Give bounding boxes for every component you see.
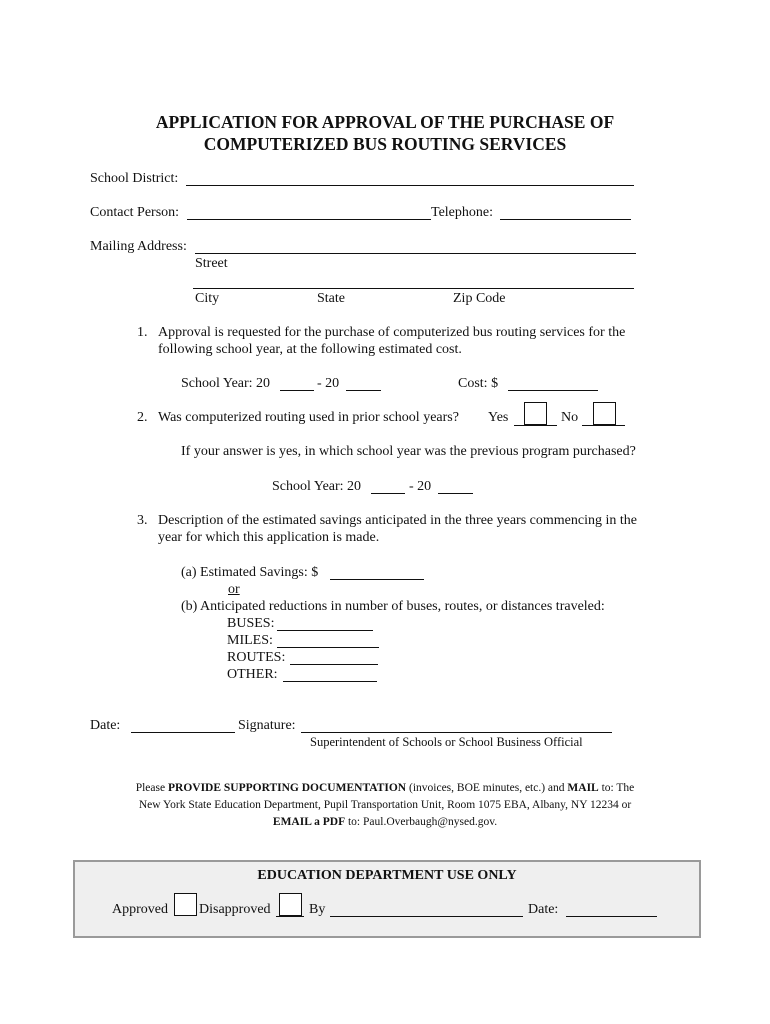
estimated-savings-field[interactable] [330, 579, 424, 580]
item1-cost-label: Cost: $ [458, 376, 499, 391]
miles-label: MILES: [227, 633, 273, 648]
routes-label: ROUTES: [227, 650, 286, 665]
item1-year-start-field[interactable] [280, 390, 314, 391]
instructions-email: EMAIL a PDF [272, 816, 346, 828]
item1-year-end-field[interactable] [346, 390, 381, 391]
item1-number: 1. [137, 325, 148, 340]
department-date-label: Date: [528, 902, 559, 917]
no-label: No [561, 410, 579, 425]
school-district-label: School District: [90, 171, 179, 186]
item2-number: 2. [137, 410, 148, 425]
item3-text-line2: year for which this application is made. [158, 530, 380, 545]
signature-label: Signature: [238, 718, 296, 733]
disapproved-checkbox[interactable] [279, 893, 302, 916]
yes-checkbox[interactable] [524, 402, 547, 425]
city-state-zip-field[interactable] [193, 288, 634, 289]
item2-followup: If your answer is yes, in which school year was the previous program purchased? [181, 444, 636, 459]
state-caption: State [317, 291, 345, 306]
other-field[interactable] [283, 681, 377, 682]
instructions-please: Please [135, 782, 168, 794]
yes-label: Yes [488, 410, 509, 425]
telephone-field[interactable] [500, 219, 631, 220]
instructions-mail: MAIL [567, 782, 599, 794]
item2-year-start-field[interactable] [371, 493, 405, 494]
disapproved-label: Disapproved [199, 902, 271, 917]
instructions-email-to: to: Paul.Overbaugh@nysed.gov. [345, 816, 498, 828]
approved-checkbox[interactable] [174, 893, 197, 916]
item2-year-end-field[interactable] [438, 493, 473, 494]
no-underline [582, 425, 625, 426]
date-label: Date: [90, 718, 121, 733]
instructions-provide: PROVIDE SUPPORTING DOCUMENTATION [167, 782, 407, 794]
department-use-heading: EDUCATION DEPARTMENT USE ONLY [257, 868, 517, 883]
signature-field[interactable] [301, 732, 612, 733]
city-caption: City [195, 291, 220, 306]
other-label: OTHER: [227, 667, 278, 682]
item3-number: 3. [137, 513, 148, 528]
by-label: By [309, 902, 326, 917]
item1-school-year-label: School Year: 20 [181, 376, 271, 391]
anticipated-reductions-label: (b) Anticipated reductions in number of buses, routes, or distances traveled: [181, 599, 605, 614]
disapproved-underline [276, 916, 304, 917]
approved-label: Approved [112, 902, 168, 917]
or-label: or [228, 582, 240, 597]
telephone-label: Telephone: [431, 205, 493, 220]
buses-field[interactable] [277, 630, 373, 631]
form-title-line2: COMPUTERIZED BUS ROUTING SERVICES [203, 134, 567, 154]
item1-cost-field[interactable] [508, 390, 598, 391]
estimated-savings-label: (a) Estimated Savings: $ [181, 565, 319, 580]
routes-field[interactable] [290, 664, 378, 665]
contact-person-label: Contact Person: [90, 205, 180, 220]
item2-dash20: - 20 [409, 479, 432, 494]
mailing-address-label: Mailing Address: [90, 239, 187, 254]
instructions-to: to: The [598, 782, 635, 794]
instructions-line3 [0, 816, 770, 828]
instructions-line1 [0, 782, 770, 794]
department-date-field[interactable] [566, 916, 657, 917]
item2-question: Was computerized routing used in prior school years? [158, 410, 459, 425]
miles-field[interactable] [277, 647, 379, 648]
date-field[interactable] [131, 732, 235, 733]
zip-caption: Zip Code [453, 291, 506, 306]
item2-school-year-label: School Year: 20 [272, 479, 362, 494]
street-field[interactable] [195, 253, 636, 254]
item1-text-line1: Approval is requested for the purchase of computerized bus routing services for the [158, 325, 626, 340]
item3-text-line1: Description of the estimated savings anticipated in the three years commencing in the [158, 513, 637, 528]
no-checkbox[interactable] [593, 402, 616, 425]
by-field[interactable] [330, 916, 523, 917]
instructions-mid: (invoices, BOE minutes, etc.) and [406, 782, 568, 794]
buses-label: BUSES: [227, 616, 275, 631]
contact-person-field[interactable] [187, 219, 431, 220]
street-caption: Street [195, 256, 228, 271]
form-title-line1: APPLICATION FOR APPROVAL OF THE PURCHASE OF [155, 112, 615, 132]
item1-text-line2: following school year, at the following estimated cost. [158, 342, 462, 357]
item1-dash20: - 20 [317, 376, 340, 391]
signature-caption: Superintendent of Schools or School Business Official [310, 735, 583, 749]
school-district-field[interactable] [186, 185, 634, 186]
yes-underline [514, 425, 557, 426]
instructions-line2: New York State Education Department, Pupil Transportation Unit, Room 1075 EBA, Albany, NY 12234 or [138, 799, 632, 811]
